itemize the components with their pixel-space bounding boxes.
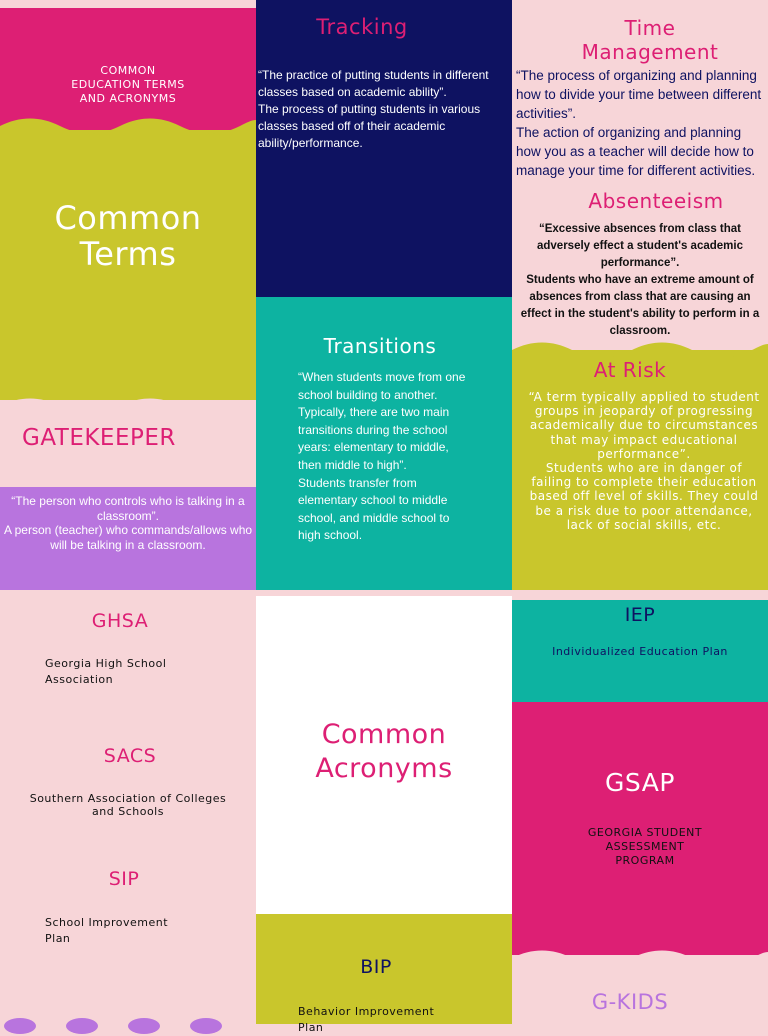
sacs-definition: Southern Association of Colleges and Schools (29, 792, 227, 818)
wave-divider (0, 392, 256, 422)
at-risk-definition: “A term typically applied to student groups in jeopardy of progressing academically due to circumstances that may impact educational performance”. Students who are in danger of failing to complete their education based off level of skills. They could be a risk due to poor attendance, lack of social skills, etc. (528, 390, 760, 532)
sip-definition: School Improvement Plan (45, 916, 169, 945)
iep-definition: Individualized Education Plan (552, 645, 728, 658)
gatekeeper-definition: “The person who controls who is talking in a classroom”. A person (teacher) who commands/allows who will be talking in a classroom. (3, 494, 253, 552)
bip-definition: Behavior Improvement Plan (298, 1005, 435, 1034)
gatekeeper-title: GATEKEEPER (22, 425, 176, 451)
header-subtitle: COMMON EDUCATION TERMS AND ACRONYMS (71, 64, 185, 105)
ghsa-title: GHSA (91, 610, 149, 632)
sacs-title: SACS (103, 745, 157, 767)
absenteeism-title: Absenteeism (588, 189, 724, 213)
at-risk-title: At Risk (593, 358, 667, 382)
gkids-title: G-KIDS (591, 990, 669, 1014)
wave-divider (0, 112, 256, 142)
ghsa-definition: Georgia High School Association (45, 657, 167, 686)
sip-title: SIP (108, 868, 140, 890)
common-acronyms-title: Common Acronyms (315, 719, 453, 784)
iep-title: IEP (624, 604, 656, 626)
time-management-title: Time Management (581, 16, 719, 64)
gsap-title: GSAP (605, 768, 675, 797)
common-terms-panel (0, 130, 256, 420)
gsap-definition: GEORGIA STUDENT ASSESSMENT PROGRAM (587, 826, 703, 867)
transitions-definition: “When students move from one school building to another. Typically, there are two main transitions during the school years: elementary to middle, then middle to high”. Students transfer from elementary school to middle school, and middle school to high school. (298, 370, 466, 543)
tracking-definition: “The practice of putting students in different classes based on academic ability”. The process of putting students in various classes based off of their academic ability/performance. (258, 68, 489, 150)
decorative-dots (0, 1016, 256, 1024)
common-terms-title: Common Terms (54, 199, 202, 273)
tracking-title: Tracking (316, 15, 408, 39)
time-management-definition: “The process of organizing and planning how to divide your time between different activities”. The action of organizing and planning how you as a teacher will decide how to manage your time for different activities. (516, 68, 762, 178)
absenteeism-definition: “Excessive absences from class that adversely effect a student's academic performance”. Students who have an extreme amount of absences from class that are causing an effect in the student's ability to perform in a classroom. (520, 223, 760, 337)
transitions-title: Transitions (323, 334, 437, 358)
bip-title: BIP (360, 956, 392, 978)
